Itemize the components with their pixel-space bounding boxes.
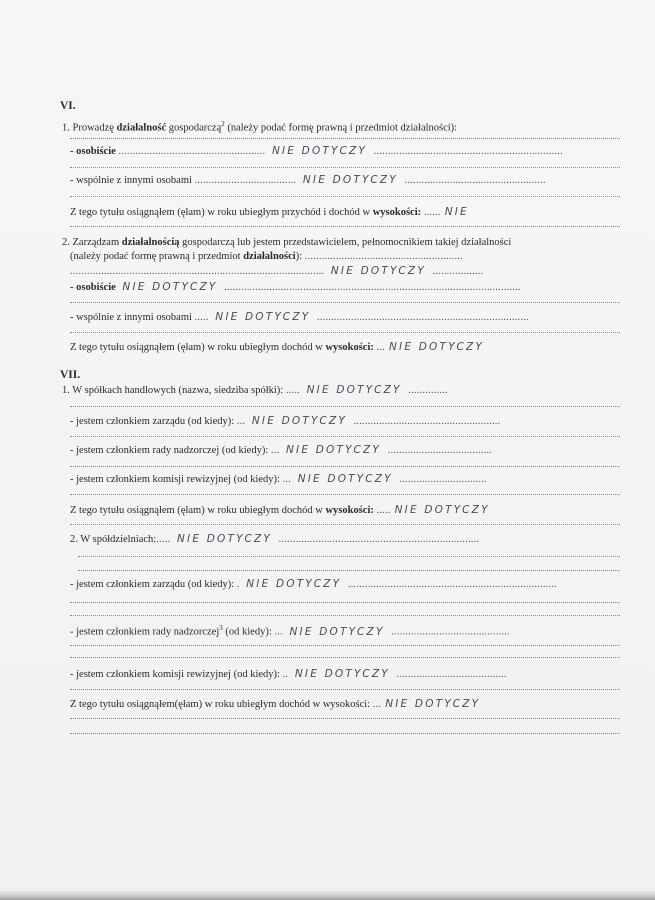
handwritten-answer: NIE DOTYCZY <box>271 145 368 157</box>
dotted-line <box>70 615 620 616</box>
vii-item2-supervisory: - jestem członkiem rady nadzorczej$^3$ (od kiedy): ... NIE DOTYCZY .......................................... <box>70 624 510 638</box>
vii-item2-audit: - jestem członkiem komisji rewizyjnej (od kiedy): .. NIE DOTYCZY ....................................... <box>70 668 507 680</box>
vi-item2-joint: - wspólnie z innymi osobami ..... NIE DOTYCZY ........................................................................... <box>70 311 529 323</box>
dotted-line <box>70 226 620 227</box>
section-vi-title: VI. <box>60 100 76 112</box>
handwritten-answer: NIE DOTYCZY <box>251 415 347 427</box>
vi-item2-personal: - osobiście NIE DOTYCZY ......................................................................................................... <box>70 281 521 293</box>
scan-bottom-edge <box>0 890 655 900</box>
dotted-line <box>70 406 620 407</box>
handwritten-answer: NIE DOTYCZY <box>122 281 218 293</box>
vi-item2-heading-line2: (należy podać formę prawną i przedmiot działalności): ........................................................ <box>70 251 463 262</box>
vii-item1-board: - jestem członkiem zarządu (od kiedy): ... NIE DOTYCZY .................................................... <box>70 415 501 427</box>
handwritten-answer: NIE DOTYCZY <box>297 473 393 485</box>
dotted-line <box>70 689 620 690</box>
dotted-line <box>70 332 620 333</box>
dotted-line <box>70 524 620 525</box>
dotted-line <box>70 196 620 197</box>
vii-item2-heading: 2. W spółdzielniach:..... NIE DOTYCZY ....................................................................... <box>70 533 480 545</box>
handwritten-answer: NIE DOTYCZY <box>330 265 426 277</box>
vi-item1-heading: 1. Prowadzę działalność gospodarczą$^2$ (należy podać formę prawną i przedmiot działalności): <box>62 120 458 134</box>
dotted-line <box>70 302 620 303</box>
vi-item2-income: Z tego tytułu osiągnąłem (ęłam) w roku ubiegłym dochód w wysokości: ... NIE DOTYCZY <box>70 341 485 353</box>
dotted-line <box>70 645 620 646</box>
dotted-line <box>70 733 620 734</box>
handwritten-answer: NIE DOTYCZY <box>294 668 390 680</box>
dotted-line <box>70 466 620 467</box>
section-vii-title: VII. <box>60 369 81 381</box>
handwritten-answer: NIE DOTYCZY <box>394 504 490 516</box>
handwritten-answer: NIE DOTYCZY <box>176 533 273 545</box>
vi-item1-personal: - osobiście .................................................... NIE DOTYCZY ................................................................... <box>70 145 563 157</box>
dotted-line <box>70 494 620 495</box>
dotted-line <box>78 556 620 557</box>
vi-item1-joint: - wspólnie z innymi osobami .................................... NIE DOTYCZY .................................................. <box>70 174 546 186</box>
handwritten-answer: NIE DOTYCZY <box>306 384 402 396</box>
vii-item1-heading: 1. W spółkach handlowych (nazwa, siedziba spółki): ..... NIE DOTYCZY .............. <box>62 384 448 396</box>
vii-item2-income: Z tego tytułu osiągnąłem(ęłam) w roku ubiegłym dochód w wysokości: ... NIE DOTYCZY <box>70 698 481 710</box>
handwritten-answer: NIE DOTYCZY <box>388 341 485 353</box>
handwritten-answer: NIE <box>444 206 469 218</box>
vii-item1-supervisory: - jestem członkiem rady nadzorczej (od kiedy): ... NIE DOTYCZY ..................................... <box>70 444 493 456</box>
handwritten-answer: NIE DOTYCZY <box>302 174 398 186</box>
handwritten-answer: NIE DOTYCZY <box>289 625 385 638</box>
dotted-line <box>70 602 620 603</box>
dotted-line <box>70 138 620 139</box>
vi-item2-heading: 2. Zarządzam działalnością gospodarczą lub jestem przedstawicielem, pełnomocnikiem takiej działalności <box>62 237 512 248</box>
vii-item1-income: Z tego tytułu osiągnąłem (ęłam) w roku ubiegłym dochód w wysokości: ..... NIE DOTYCZY <box>70 504 490 516</box>
dotted-line <box>70 167 620 168</box>
vii-item2-board: - jestem członkiem zarządu (od kiedy): . NIE DOTYCZY .......................................................................... <box>70 578 557 590</box>
handwritten-answer: NIE DOTYCZY <box>246 578 342 590</box>
vii-item1-audit: - jestem członkiem komisji rewizyjnej (od kiedy): ... NIE DOTYCZY ............................... <box>70 473 487 485</box>
handwritten-answer: NIE DOTYCZY <box>215 311 311 323</box>
dotted-line <box>70 436 620 437</box>
handwritten-answer: NIE DOTYCZY <box>385 698 481 710</box>
dotted-line <box>78 570 620 571</box>
handwritten-answer: NIE DOTYCZY <box>285 444 382 456</box>
vi-item1-income: Z tego tytułu osiągnąłem (ęłam) w roku ubiegłym przychód i dochód w wysokości: ...... NIE <box>70 206 469 218</box>
dotted-line <box>70 718 620 719</box>
vi-item2-heading-answer: .......................................................................................... NIE DOTYCZY .................. <box>70 265 484 277</box>
dotted-line <box>70 657 620 658</box>
